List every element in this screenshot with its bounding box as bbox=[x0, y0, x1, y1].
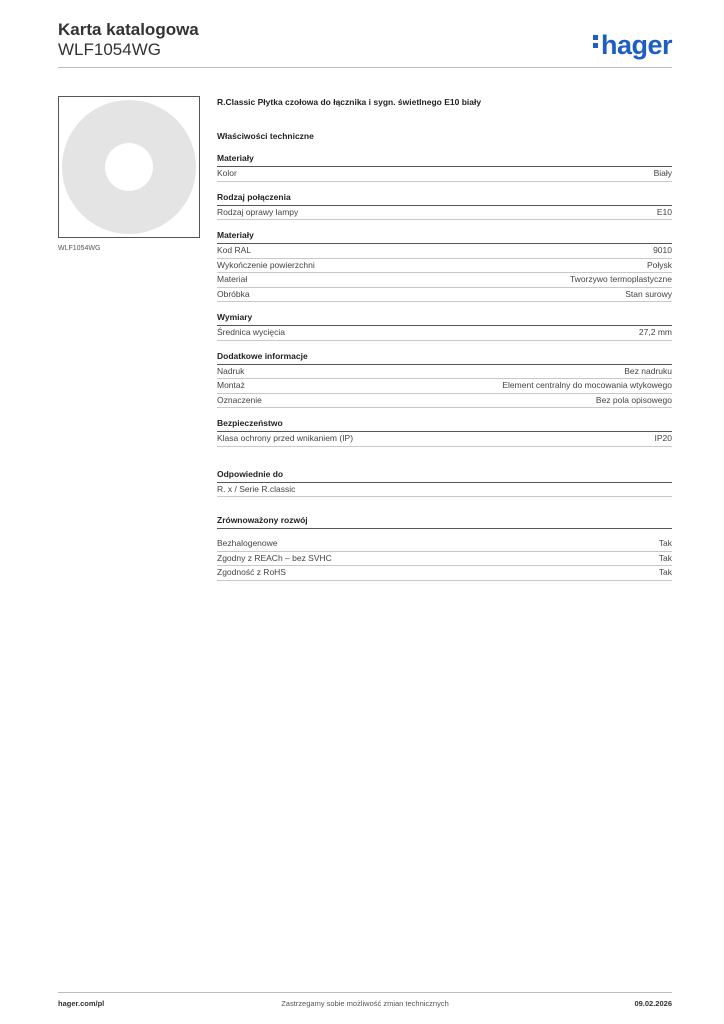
product-image bbox=[58, 96, 200, 238]
spec-value: Element centralny do mocowania wtykowego bbox=[502, 380, 672, 390]
spec-label: Kolor bbox=[217, 168, 237, 178]
spec-value: Tak bbox=[658, 538, 672, 548]
spec-row bbox=[217, 326, 672, 341]
spec-value: Bez pola opisowego bbox=[595, 394, 672, 405]
hager-logo bbox=[593, 30, 672, 61]
spec-label: Klasa ochrony przed wnikaniem (IP) bbox=[217, 433, 354, 443]
logo-colon-icon bbox=[593, 32, 599, 51]
product-image-caption: WLF1054WG bbox=[58, 245, 101, 252]
page-header bbox=[58, 20, 672, 60]
spec-row bbox=[217, 394, 672, 409]
spec-label: Zgodność z RoHS bbox=[217, 567, 286, 577]
spec-value: Tak bbox=[658, 567, 672, 577]
spec-group bbox=[217, 230, 672, 302]
spec-row bbox=[217, 432, 672, 447]
group-title: Bezpieczeństwo bbox=[217, 418, 672, 432]
footer-date: 09.02.2026 bbox=[634, 999, 672, 1008]
spec-value: 27,2 mm bbox=[638, 327, 672, 337]
spec-row bbox=[217, 552, 672, 567]
spec-row bbox=[217, 259, 672, 274]
spec-value: Biały bbox=[653, 168, 672, 178]
cover-plate-icon bbox=[59, 97, 199, 237]
page-footer bbox=[58, 992, 672, 1019]
spec-label: Montaż bbox=[217, 380, 245, 390]
spec-label: R. x / Serie R.classic bbox=[217, 483, 296, 494]
group-title: Dodatkowe informacje bbox=[217, 351, 672, 365]
group-title: Materiały bbox=[217, 230, 672, 244]
footer-website: hager.com/pl bbox=[58, 999, 105, 1008]
spec-label: Bezhalogenowe bbox=[217, 538, 278, 548]
group-title: Rodzaj połączenia bbox=[217, 192, 672, 206]
spec-row bbox=[217, 365, 672, 380]
product-name: R.Classic Płytka czołowa do łącznika i sygn. świetlnego E10 biały bbox=[217, 97, 482, 107]
spec-group-sustainability bbox=[217, 515, 672, 581]
spec-label: Rodzaj oprawy lampy bbox=[217, 206, 299, 217]
spec-group bbox=[217, 192, 672, 221]
spec-group bbox=[217, 418, 672, 447]
group-title: Zrównoważony rozwój bbox=[217, 515, 672, 529]
spec-label: Kod RAL bbox=[217, 245, 252, 255]
spec-group bbox=[217, 351, 672, 409]
spec-label: Materiał bbox=[217, 274, 248, 284]
spec-row bbox=[217, 566, 672, 581]
spec-row bbox=[217, 206, 672, 221]
footer-disclaimer: Zastrzegamy sobie możliwość zmian technicznych bbox=[281, 999, 449, 1008]
group-title: Wymiary bbox=[217, 312, 672, 326]
spec-row bbox=[217, 379, 672, 394]
document-title: Karta katalogowa bbox=[58, 20, 199, 39]
spec-value: Połysk bbox=[646, 259, 672, 270]
header-divider bbox=[58, 67, 672, 68]
spec-label: Zgodny z REACh – bez SVHC bbox=[217, 552, 332, 563]
spec-row bbox=[217, 273, 672, 288]
spec-label: Nadruk bbox=[217, 365, 245, 376]
spec-label: Średnica wycięcia bbox=[217, 327, 286, 337]
spec-label: Oznaczenie bbox=[217, 394, 262, 405]
spec-value: IP20 bbox=[654, 433, 672, 443]
tech-properties-heading: Właściwości techniczne bbox=[217, 131, 314, 141]
spec-value: Stan surowy bbox=[625, 288, 672, 299]
spec-value: E10 bbox=[656, 206, 672, 217]
spec-row bbox=[217, 483, 672, 498]
spec-content bbox=[217, 97, 672, 591]
spec-row bbox=[217, 167, 672, 182]
spec-value: 9010 bbox=[653, 245, 672, 255]
spec-row bbox=[217, 288, 672, 303]
spec-value: Bez nadruku bbox=[624, 365, 672, 376]
group-title: Materiały bbox=[217, 153, 672, 167]
group-title: Odpowiednie do bbox=[217, 469, 672, 483]
spec-groups bbox=[217, 153, 672, 447]
spec-row bbox=[217, 244, 672, 259]
logo-text: hager bbox=[600, 30, 672, 60]
spec-row bbox=[217, 537, 672, 552]
spec-group bbox=[217, 312, 672, 341]
document-subtitle: WLF1054WG bbox=[58, 40, 161, 59]
spec-label: Wykończenie powierzchni bbox=[217, 259, 315, 270]
spec-value: Tak bbox=[658, 552, 672, 563]
spec-label: Obróbka bbox=[217, 288, 250, 299]
spec-value: Tworzywo termoplastyczne bbox=[569, 274, 672, 284]
spec-group-suitable bbox=[217, 469, 672, 498]
spec-group bbox=[217, 153, 672, 182]
